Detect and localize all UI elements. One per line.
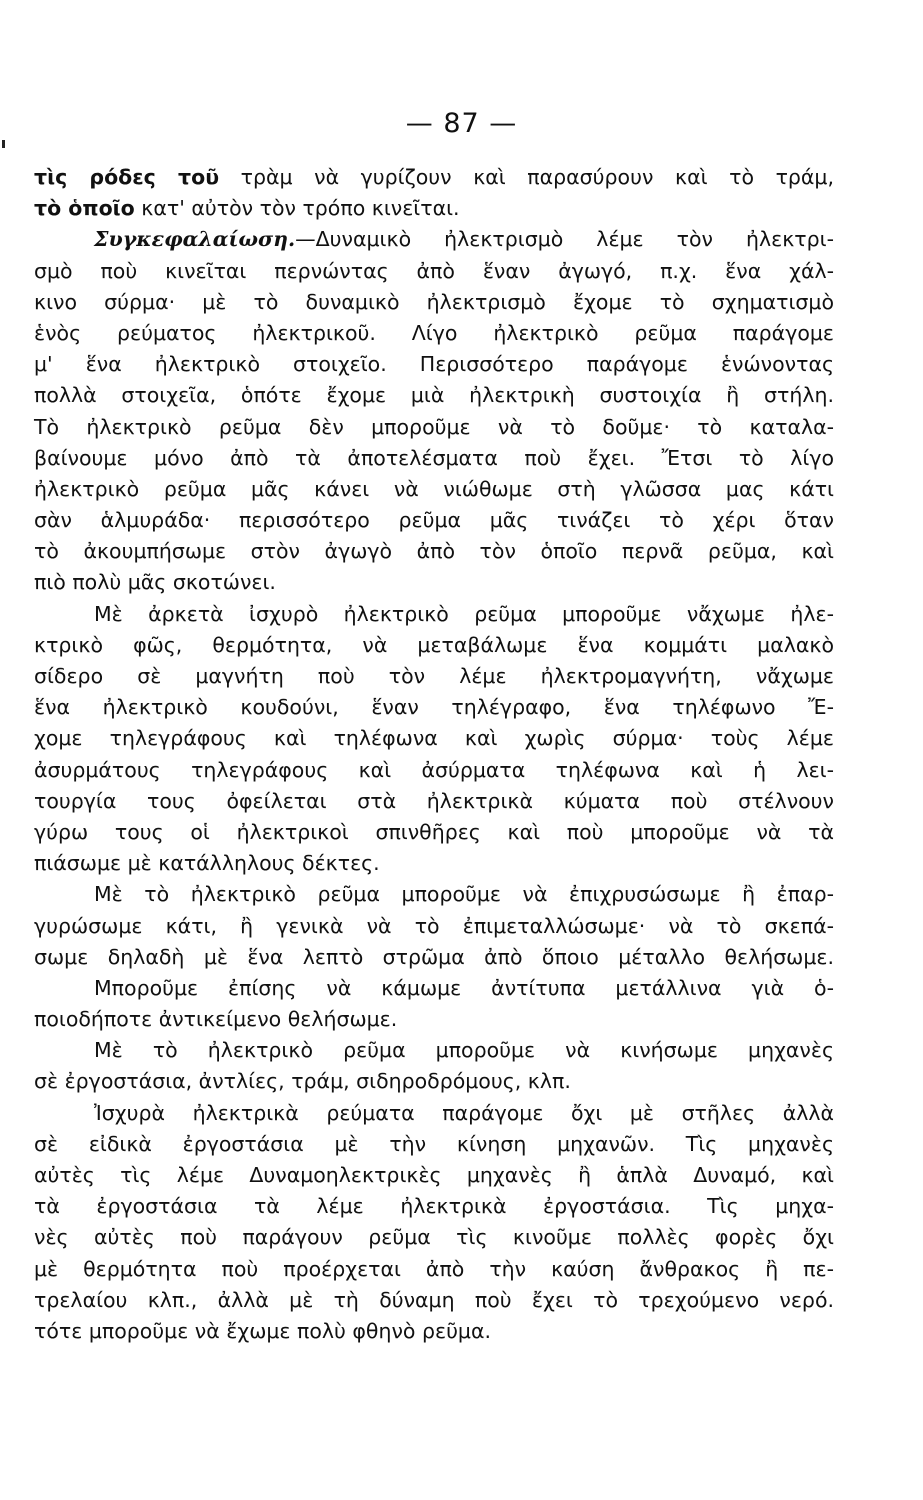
summary-heading: Συγκεφαλαίωση. bbox=[94, 227, 296, 252]
text-line bbox=[34, 599, 834, 630]
text-line bbox=[34, 848, 834, 879]
text-line bbox=[34, 318, 834, 349]
text-line bbox=[34, 1222, 834, 1253]
text-line bbox=[34, 567, 834, 598]
line-text: —Δυναμικὸ ἠλεκτρισμὸ λέμε τὸν ἠλεκτρι- bbox=[295, 227, 834, 252]
body-text bbox=[34, 162, 834, 1347]
line-text: σὲ ἐργοστάσια, ἀντλίες, τράμ, σιδηροδρόμους, κλπ. bbox=[34, 1069, 571, 1094]
text-line bbox=[34, 1160, 834, 1191]
line-text: κινο σύρμα· μὲ τὸ δυναμικὸ ἠλεκτρισμὸ ἔχομε τὸ σχηματισμὸ bbox=[34, 289, 834, 314]
line-text: ἑνὸς ρεύματος ἠλεκτρικοῦ. Λίγο ἠλεκτρικὸ ρεῦμα παράγομε bbox=[34, 320, 834, 345]
text-line bbox=[34, 661, 834, 692]
line-text: κατ' αὐτὸν τὸν τρόπο κινεῖται. bbox=[134, 196, 460, 221]
line-text: Μὲ τὸ ἠλεκτρικὸ ρεῦμα μποροῦμε νὰ ἐπιχρυσώσωμε ἢ ἐπαρ- bbox=[94, 882, 834, 907]
text-line bbox=[34, 1285, 834, 1316]
line-text: γύρω τους οἱ ἠλεκτρικοὶ σπινθῆρες καὶ ποὺ μποροῦμε νὰ τὰ bbox=[34, 819, 834, 844]
line-text: τὸ ἀκουμπήσωμε στὸν ἀγωγὸ ἀπὸ τὸν ὁποῖο περνᾶ ρεῦμα, καὶ bbox=[34, 539, 834, 564]
text-line bbox=[34, 505, 834, 536]
bold-fragment: τὶς ρόδες τοῦ bbox=[34, 165, 220, 189]
text-line bbox=[34, 942, 834, 973]
line-text: ἠλεκτρικὸ ρεῦμα μᾶς κάνει νὰ νιώθωμε στὴ γλῶσσα μας κάτι bbox=[34, 476, 834, 501]
line-text: γυρώσωμε κάτι, ἢ γενικὰ νὰ τὸ ἐπιμεταλλώσωμε· νὰ τὸ σκεπά- bbox=[34, 913, 834, 938]
text-line bbox=[34, 879, 834, 910]
line-text: σίδερο σὲ μαγνήτη ποὺ τὸν λέμε ἠλεκτρομαγνήτη, νἄχωμε bbox=[34, 664, 834, 688]
line-text: σὰν ἁλμυράδα· περισσότερο ρεῦμα μᾶς τινάζει τὸ χέρι ὅταν bbox=[34, 508, 834, 533]
text-line bbox=[34, 817, 834, 848]
line-text: σμὸ ποὺ κινεῖται περνώντας ἀπὸ ἕναν ἀγωγό, π.χ. ἕνα χάλ- bbox=[34, 258, 834, 283]
text-line bbox=[34, 443, 834, 474]
text-line bbox=[34, 1035, 834, 1066]
line-text: κτρικὸ φῶς, θερμότητα, νὰ μεταβάλωμε ἕνα κομμάτι μαλακὸ bbox=[34, 632, 834, 657]
text-line bbox=[34, 1066, 834, 1097]
text-line bbox=[34, 1098, 834, 1129]
binding-mark bbox=[2, 140, 5, 148]
text-line bbox=[34, 412, 834, 443]
text-line bbox=[34, 256, 834, 287]
line-text: αὐτὲς τὶς λέμε Δυναμοηλεκτρικὲς μηχανὲς ἢ ἁπλὰ Δυναμό, καὶ bbox=[34, 1163, 834, 1187]
line-text: μ' ἕνα ἠλεκτρικὸ στοιχεῖο. Περισσότερο παράγομε ἑνώνοντας bbox=[34, 352, 834, 377]
text-line bbox=[34, 224, 834, 255]
line-text: σωμε δηλαδὴ μὲ ἕνα λεπτὸ στρῶμα ἀπὸ ὅποιο μέταλλο θελήσωμε. bbox=[34, 944, 834, 969]
text-line bbox=[34, 1316, 834, 1347]
line-text: πολλὰ στοιχεῖα, ὁπότε ἔχομε μιὰ ἠλεκτρικὴ συστοιχία ἢ στήλη. bbox=[34, 383, 834, 408]
line-text: βαίνουμε μόνο ἀπὸ τὰ ἀποτελέσματα ποὺ ἔχει. Ἔτσι τὸ λίγο bbox=[34, 445, 834, 470]
text-line bbox=[34, 973, 834, 1004]
line-text: ποιοδήποτε ἀντικείμενο θελήσωμε. bbox=[34, 1007, 398, 1032]
text-line bbox=[34, 193, 834, 224]
text-line bbox=[34, 1004, 834, 1035]
line-text: τρὰμ νὰ γυρίζουν καὶ παρασύρουν καὶ τὸ τράμ, bbox=[219, 165, 834, 189]
line-text: Ἰσχυρὰ ἠλεκτρικὰ ρεύματα παράγομε ὄχι μὲ στῆλες ἀλλὰ bbox=[94, 1100, 834, 1125]
line-text: χομε τηλεγράφους καὶ τηλέφωνα καὶ χωρὶς σύρμα· τοὺς λέμε bbox=[34, 726, 834, 751]
line-text: τότε μποροῦμε νὰ ἔχωμε πολὺ φθηνὸ ρεῦμα. bbox=[34, 1318, 492, 1343]
line-text: τὰ ἐργοστάσια τὰ λέμε ἠλεκτρικὰ ἐργοστάσια. Τὶς μηχα- bbox=[34, 1194, 834, 1219]
text-line bbox=[34, 911, 834, 942]
page-number: — 87 — bbox=[405, 108, 518, 139]
text-line bbox=[34, 1191, 834, 1222]
line-text: τουργία τους ὀφείλεται στὰ ἠλεκτρικὰ κύματα ποὺ στέλνουν bbox=[34, 788, 834, 813]
line-text: μὲ θερμότητα ποὺ προέρχεται ἀπὸ τὴν καύση ἄνθρακος ἢ πε- bbox=[34, 1256, 834, 1281]
text-line bbox=[34, 1254, 834, 1285]
text-line bbox=[34, 1129, 834, 1160]
line-text: Τὸ ἠλεκτρικὸ ρεῦμα δὲν μποροῦμε νὰ τὸ δοῦμε· τὸ καταλα- bbox=[34, 414, 834, 439]
text-line bbox=[34, 536, 834, 567]
text-line bbox=[34, 287, 834, 318]
text-line bbox=[34, 630, 834, 661]
text-line bbox=[34, 723, 834, 754]
text-line bbox=[34, 755, 834, 786]
line-text: σὲ εἰδικὰ ἐργοστάσια μὲ τὴν κίνηση μηχανῶν. Τὶς μηχανὲς bbox=[34, 1131, 834, 1156]
text-line bbox=[34, 349, 834, 380]
line-text: νὲς αὐτὲς ποὺ παράγουν ρεῦμα τὶς κινοῦμε πολλὲς φορὲς ὄχι bbox=[34, 1225, 834, 1250]
line-text: Μὲ ἀρκετὰ ἰσχυρὸ ἠλεκτρικὸ ρεῦμα μποροῦμε νἄχωμε ἠλε- bbox=[94, 601, 834, 626]
text-line bbox=[34, 380, 834, 411]
line-text: τρελαίου κλπ., ἀλλὰ μὲ τὴ δύναμη ποὺ ἔχει τὸ τρεχούμενο νερό. bbox=[34, 1287, 834, 1312]
text-line bbox=[34, 692, 834, 723]
text-line bbox=[34, 786, 834, 817]
line-text: Μὲ τὸ ἠλεκτρικὸ ρεῦμα μποροῦμε νὰ κινήσωμε μηχανὲς bbox=[94, 1038, 834, 1063]
line-text: πιὸ πολὺ μᾶς σκοτώνει. bbox=[34, 570, 276, 595]
line-text: ἕνα ἠλεκτρικὸ κουδούνι, ἕναν τηλέγραφο, ἕνα τηλέφωνο Ἔ- bbox=[34, 695, 834, 720]
text-line bbox=[34, 162, 834, 193]
bold-fragment: τὸ ὁποῖο bbox=[34, 196, 135, 221]
text-line bbox=[34, 474, 834, 505]
line-text: πιάσωμε μὲ κατάλληλους δέκτες. bbox=[34, 851, 380, 876]
line-text: Μποροῦμε ἐπίσης νὰ κάμωμε ἀντίτυπα μετάλλινα γιὰ ὁ- bbox=[94, 975, 834, 1000]
line-text: ἀσυρμάτους τηλεγράφους καὶ ἀσύρματα τηλέφωνα καὶ ἡ λει- bbox=[34, 757, 834, 782]
